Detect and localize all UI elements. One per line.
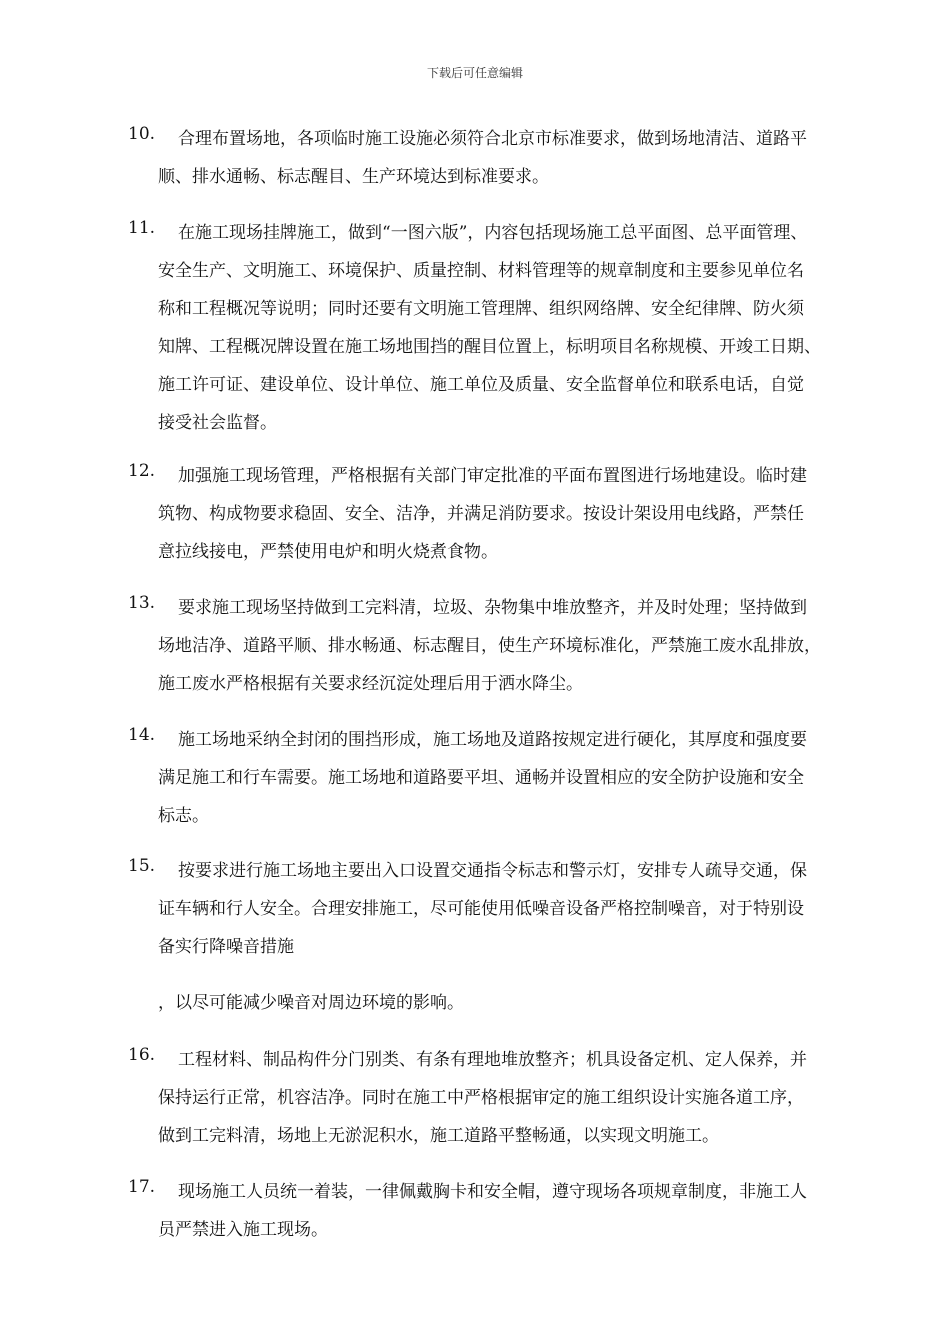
item-line: 证车辆和行人安全。合理安排施工，尽可能使用低噪音设备严格控制噪音，对于特别设 xyxy=(158,899,804,919)
item-number: 14. xyxy=(128,725,156,745)
item-line: 顺、排水通畅、标志醒目、生产环境达到标准要求。 xyxy=(158,167,549,187)
item-line: 满足施工和行车需要。施工场地和道路要平坦、通畅并设置相应的安全防护设施和安全 xyxy=(158,768,804,788)
item-number: 13. xyxy=(128,593,156,613)
item-line: 意拉线接电，严禁使用电炉和明火烧煮食物。 xyxy=(158,542,498,562)
item-number: 17. xyxy=(128,1177,156,1197)
item-line: 场地洁净、道路平顺、排水畅通、标志醒目，使生产环境标准化，严禁施工废水乱排放， xyxy=(158,636,821,656)
item-number: 15. xyxy=(128,856,156,876)
item-number: 12. xyxy=(128,461,156,481)
page-header: 下载后可任意编辑 xyxy=(426,66,523,80)
item-line: 按要求进行施工场地主要出入口设置交通指令标志和警示灯，安排专人疏导交通，保 xyxy=(178,861,807,881)
item-line: 接受社会监督。 xyxy=(158,413,277,433)
item-line: 筑物、构成物要求稳固、安全、洁净，并满足消防要求。按设计架设用电线路，严禁任 xyxy=(158,504,804,524)
item-line: 加强施工现场管理，严格根据有关部门审定批准的平面布置图进行场地建设。临时建 xyxy=(178,466,807,486)
item-line: 保持运行正常，机容洁净。同时在施工中严格根据审定的施工组织设计实施各道工序， xyxy=(158,1088,804,1108)
item-line: ，以尽可能减少噪音对周边环境的影响。 xyxy=(158,993,464,1013)
item-line: 员严禁进入施工现场。 xyxy=(158,1220,328,1240)
item-number: 11. xyxy=(128,218,156,238)
item-line: 称和工程概况等说明；同时还要有文明施工管理牌、组织网络牌、安全纪律牌、防火须 xyxy=(158,299,804,319)
item-line: 做到工完料清，场地上无淤泥积水，施工道路平整畅通，以实现文明施工。 xyxy=(158,1126,719,1146)
item-line: 施工场地采纳全封闭的围挡形成，施工场地及道路按规定进行硬化，其厚度和强度要 xyxy=(178,730,807,750)
item-line: 合理布置场地，各项临时施工设施必须符合北京市标准要求，做到场地清洁、道路平 xyxy=(178,129,807,149)
item-line: 在施工现场挂牌施工，做到“一图六版”，内容包括现场施工总平面图、总平面管理、 xyxy=(178,223,808,243)
item-line: 安全生产、文明施工、环境保护、质量控制、材料管理等的规章制度和主要参见单位名 xyxy=(158,261,804,281)
item-number: 16. xyxy=(128,1045,156,1065)
item-line: 现场施工人员统一着装，一律佩戴胸卡和安全帽，遵守现场各项规章制度，非施工人 xyxy=(178,1182,807,1202)
item-line: 知牌、工程概况牌设置在施工场地围挡的醒目位置上，标明项目名称规模、开竣工日期、 xyxy=(158,337,821,357)
item-line: 施工废水严格根据有关要求经沉淀处理后用于洒水降尘。 xyxy=(158,674,583,694)
item-line: 工程材料、制品构件分门别类、有条有理地堆放整齐；机具设备定机、定人保养，并 xyxy=(178,1050,807,1070)
item-line: 施工许可证、建设单位、设计单位、施工单位及质量、安全监督单位和联系电话，自觉 xyxy=(158,375,804,395)
item-line: 标志。 xyxy=(158,806,209,826)
item-line: 备实行降噪音措施 xyxy=(158,937,294,957)
item-number: 10. xyxy=(128,124,156,144)
item-line: 要求施工现场坚持做到工完料清，垃圾、杂物集中堆放整齐，并及时处理；坚持做到 xyxy=(178,598,807,618)
